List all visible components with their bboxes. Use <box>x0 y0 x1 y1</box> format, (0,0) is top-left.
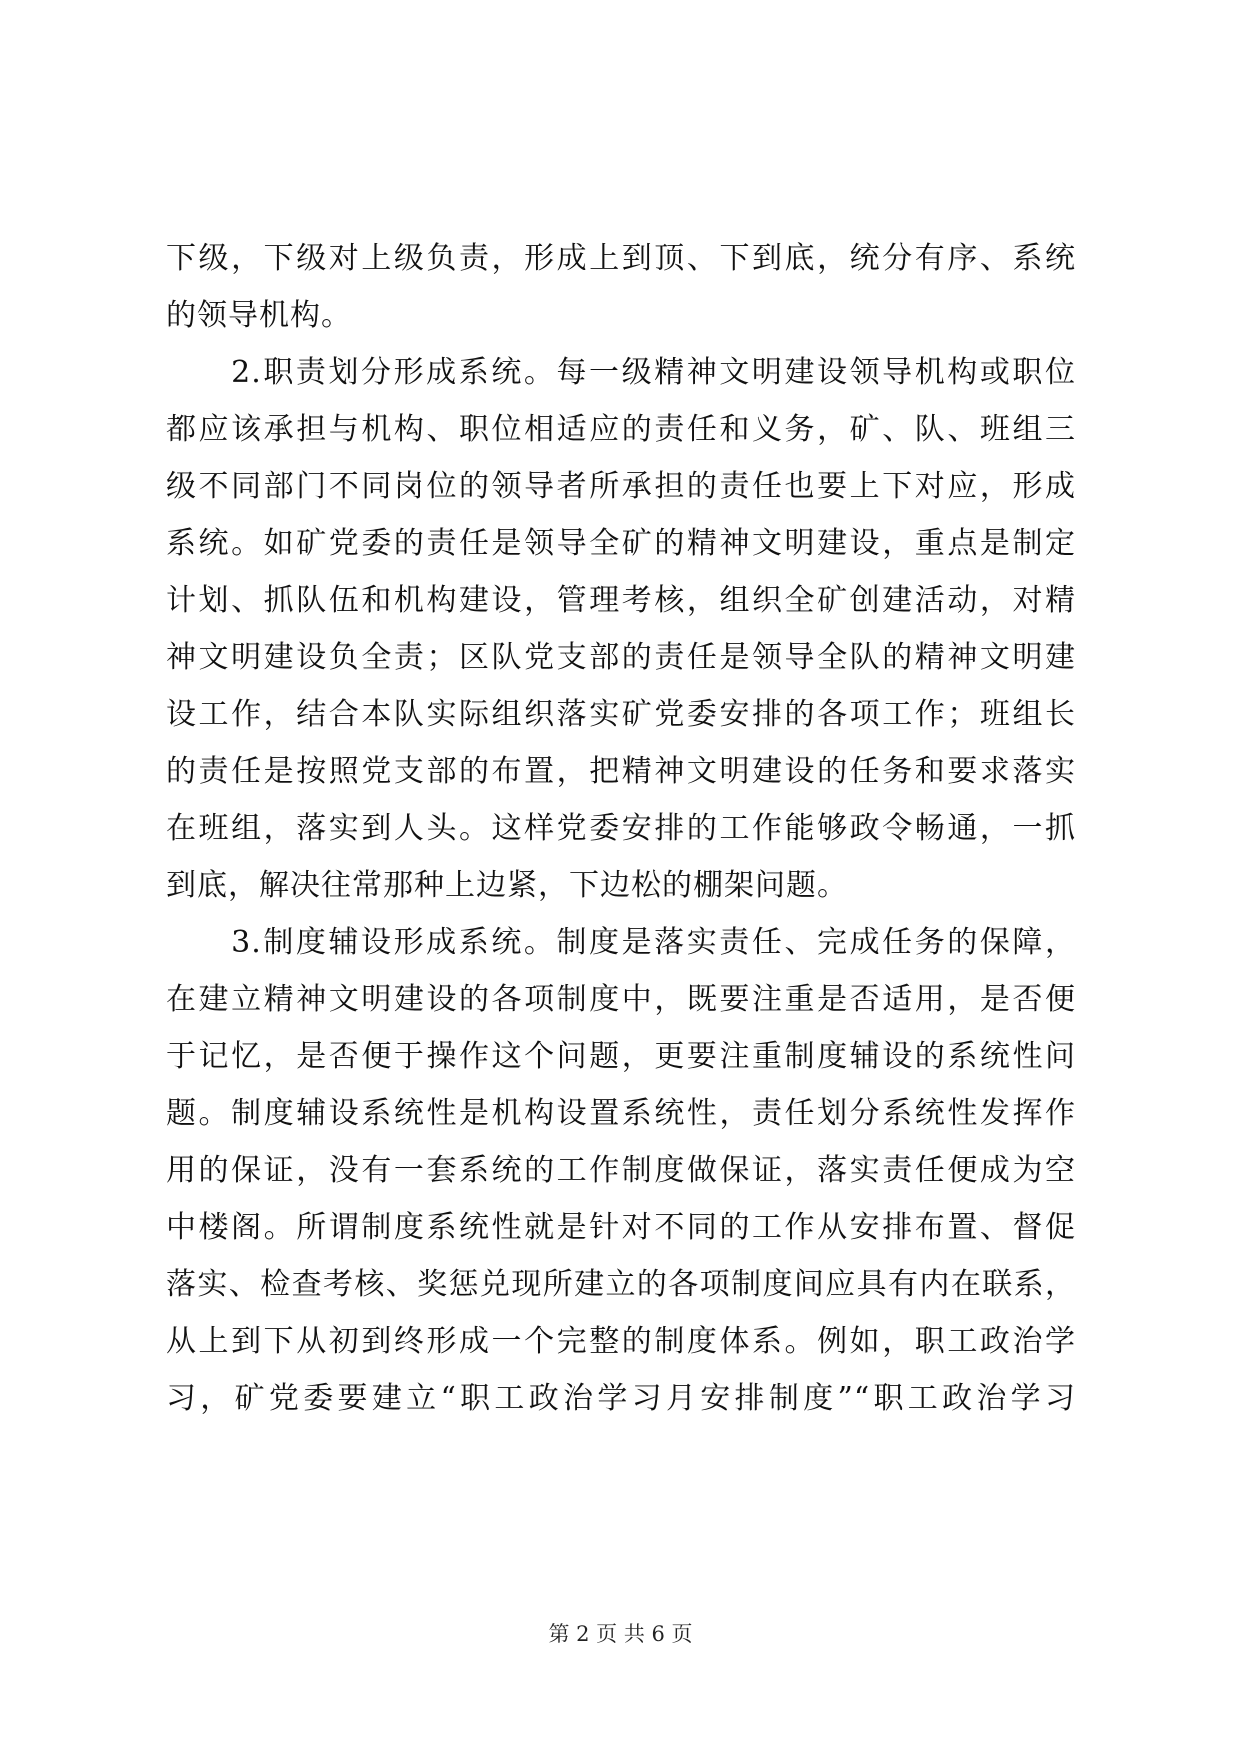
text-line: 设工作，结合本队实际组织落实矿党委安排的各项工作；班组长 <box>166 697 1076 732</box>
text-line: 都应该承担与机构、职位相适应的责任和义务，矿、队、班组三 <box>166 412 1076 447</box>
text-line: 题。制度辅设系统性是机构设置系统性，责任划分系统性发挥作 <box>166 1096 1076 1131</box>
text-line: 在建立精神文明建设的各项制度中，既要注重是否适用，是否便 <box>166 982 1076 1017</box>
text-line: 系统。如矿党委的责任是领导全矿的精神文明建设，重点是制定 <box>166 526 1076 561</box>
text-line: 级不同部门不同岗位的领导者所承担的责任也要上下对应，形成 <box>166 469 1076 504</box>
text-line: 的领导机构。 <box>166 298 352 333</box>
text-line: 于记忆，是否便于操作这个问题，更要注重制度辅设的系统性问 <box>166 1039 1076 1074</box>
document-body <box>166 230 1076 1427</box>
text-line: 落实、检查考核、奖惩兑现所建立的各项制度间应具有内在联系， <box>166 1267 1076 1302</box>
text-line: 的责任是按照党支部的布置，把精神文明建设的任务和要求落实 <box>166 754 1076 789</box>
text-line: 用的保证，没有一套系统的工作制度做保证，落实责任便成为空 <box>166 1153 1076 1188</box>
text-line: 习，矿党委要建立“职工政治学习月安排制度”“职工政治学习 <box>166 1381 1076 1416</box>
text-line: 从上到下从初到终形成一个完整的制度体系。例如，职工政治学 <box>166 1324 1076 1359</box>
text-line: 下级，下级对上级负责，形成上到顶、下到底，统分有序、系统 <box>166 241 1076 276</box>
text-line: 2.职责划分形成系统。每一级精神文明建设领导机构或职位 <box>166 355 1076 390</box>
text-line: 中楼阁。所谓制度系统性就是针对不同的工作从安排布置、督促 <box>166 1210 1076 1245</box>
text-line: 到底，解决往常那种上边紧，下边松的棚架问题。 <box>166 868 848 903</box>
text-line: 神文明建设负全责；区队党支部的责任是领导全队的精神文明建 <box>166 640 1076 675</box>
text-line: 在班组，落实到人头。这样党委安排的工作能够政令畅通，一抓 <box>166 811 1076 846</box>
page-number-footer: 第 2 页 共 6 页 <box>548 1622 693 1646</box>
text-line: 3.制度辅设形成系统。制度是落实责任、完成任务的保障， <box>166 925 1076 960</box>
text-line: 计划、抓队伍和机构建设，管理考核，组织全矿创建活动，对精 <box>166 583 1076 618</box>
